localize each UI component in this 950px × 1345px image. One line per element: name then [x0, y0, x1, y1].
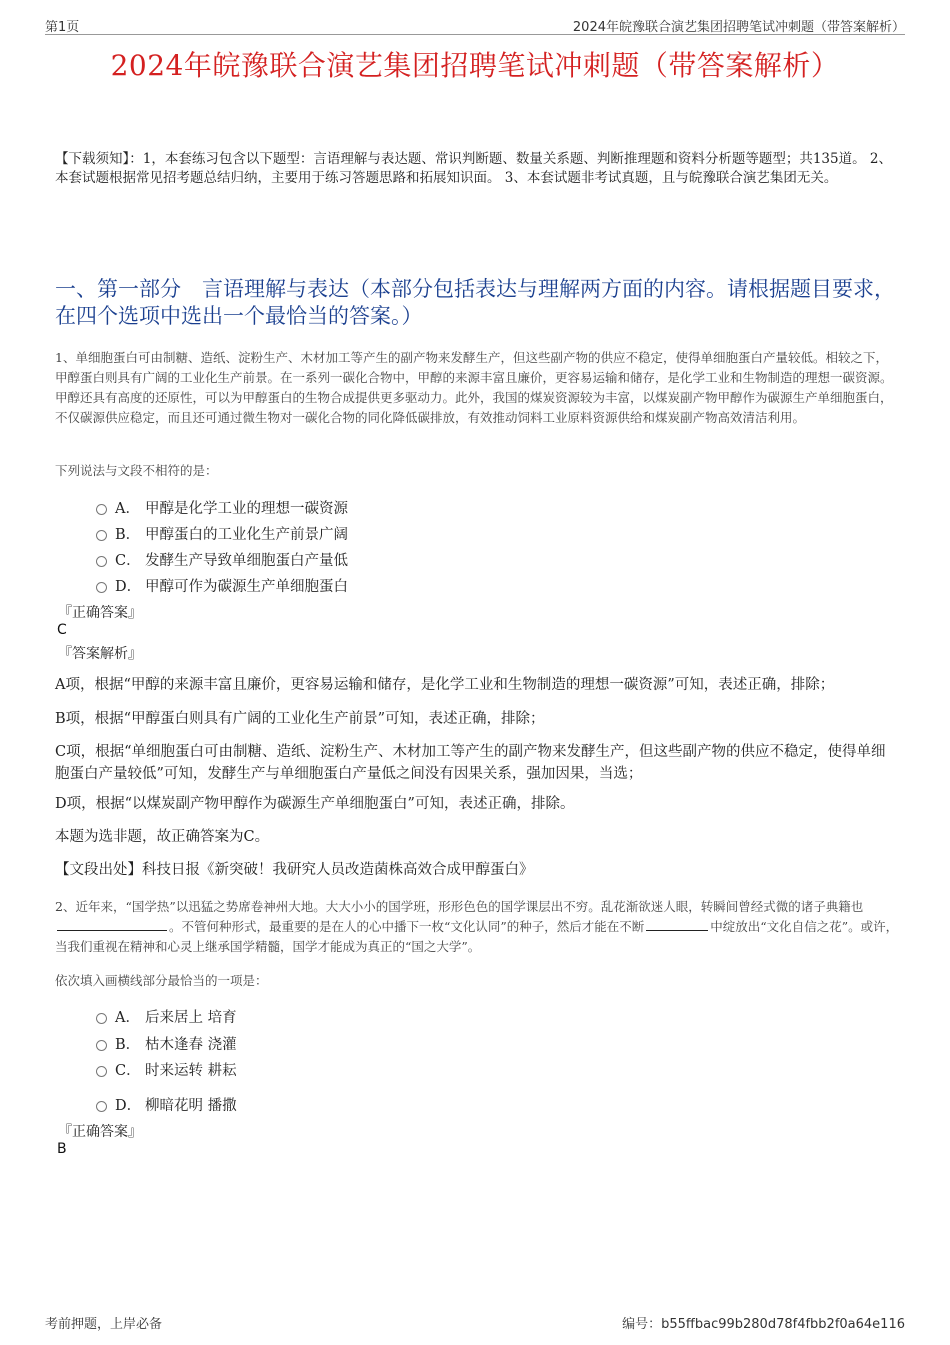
q1-analysis-c: C项，根据“单细胞蛋白可由制糖、造纸、淀粉生产、木材加工等产生的副产物来发酵生产，但这些副产物的供应不稳定，使得单细胞蛋白产量较低”可知，发酵生产与单细胞蛋白产量低之间没有因果关系，强加因果，当选；: [55, 744, 886, 782]
radio-icon[interactable]: [96, 1066, 107, 1077]
q1-analysis-d: D项，根据“以煤炭副产物甲醇作为碳源生产单细胞蛋白”可知，表述正确，排除。: [55, 796, 575, 812]
q1-analysis-label: 『答案解析』: [58, 646, 142, 662]
header-doc-title: 2024年皖豫联合演艺集团招聘笔试冲刺题（带答案解析）: [572, 20, 905, 35]
q1-prompt: 下列说法与文段不相符的是：: [55, 463, 218, 478]
radio-icon[interactable]: [96, 530, 107, 541]
q1-option-d[interactable]: D． 甲醇可作为碳源生产单细胞蛋白: [96, 575, 348, 596]
q1-source: 【文段出处】科技日报《新突破！我研究人员改造菌株高效合成甲醇蛋白》: [55, 862, 534, 878]
q1-option-b[interactable]: B． 甲醇蛋白的工业化生产前景广阔: [96, 523, 348, 544]
q1-option-a[interactable]: A． 甲醇是化学工业的理想一碳资源: [96, 497, 348, 518]
q2-option-a[interactable]: A． 后来居上 培育: [96, 1006, 237, 1027]
q2-option-b[interactable]: B． 枯木逢春 浇灌: [96, 1033, 237, 1054]
q1-conclusion: 本题为选非题，故正确答案为C。: [55, 829, 270, 845]
radio-icon[interactable]: [96, 556, 107, 567]
q2-answer: B: [57, 1141, 67, 1157]
radio-icon[interactable]: [96, 582, 107, 593]
q1-analysis-a: A项，根据“甲醇的来源丰富且廉价，更容易运输和储存，是化学工业和生物制造的理想一碳资源”可知，表述正确，排除；: [55, 677, 835, 693]
q1-option-c[interactable]: C． 发酵生产导致单细胞蛋白产量低: [96, 549, 348, 570]
q1-answer: C: [57, 622, 67, 638]
q2-prompt: 依次填入画横线部分最恰当的一项是：: [55, 973, 268, 988]
fill-blank-2[interactable]: [646, 918, 708, 931]
page-header: [45, 14, 905, 35]
radio-icon[interactable]: [96, 1101, 107, 1112]
download-notice: 【下载须知】：1，本套练习包含以下题型：言语理解与表达题、常识判断题、数量关系题、判断推理题和资料分析题等题型；共135道。 2、本套试题根据常见招考题总结归纳，主要用于练习答题思路和拓展知识面。 3、本套试题非考试真题，且与皖豫联合演艺集团无关。: [55, 151, 892, 186]
page-number: 第1页: [45, 20, 80, 35]
footer-id: 编号：b55ffbac99b280d78f4fbb2f0a64e116: [622, 1317, 905, 1332]
q2-answer-label: 『正确答案』: [58, 1124, 142, 1140]
q2-passage: 2、近年来，“国学热”以迅猛之势席卷神州大地。大大小小的国学班，形形色色的国学课层出不穷。乱花渐欲迷人眼，转瞬间曾经式微的诸子典籍也。不管何种形式，最重要的是在人的心中播下一枚“文化认同”的种子，然后才能在不断 中绽放出“文化自信之花”。或许，当我们重视在精神和心灵上继承国学精髓，国学才能成为真正的“国之大学”。: [55, 899, 899, 954]
document-title: 2024年皖豫联合演艺集团招聘笔试冲刺题（带答案解析）: [110, 49, 840, 82]
q1-answer-label: 『正确答案』: [58, 605, 142, 621]
q1-analysis-b: B项，根据“甲醇蛋白则具有广阔的工业化生产前景”可知，表述正确，排除；: [55, 711, 545, 727]
q2-option-c[interactable]: C． 时来运转 耕耘: [96, 1059, 237, 1080]
fill-blank-1[interactable]: [57, 918, 167, 931]
radio-icon[interactable]: [96, 1040, 107, 1051]
q1-passage: 1、单细胞蛋白可由制糖、造纸、淀粉生产、木材加工等产生的副产物来发酵生产，但这些副产物的供应不稳定，使得单细胞蛋白产量较低。相较之下，甲醇蛋白则具有广阔的工业化生产前景。在一系列一碳化合物中，甲醇的来源丰富且廉价，更容易运输和储存，是化学工业和生物制造的理想一碳资源。甲醇还具有高度的还原性，可以为甲醇蛋白的生物合成提供更多驱动力。此外，我国的煤炭资源较为丰富，以煤炭副产物甲醇作为碳源生产单细胞蛋白，不仅碳源供应稳定，而且还可通过微生物对一碳化合物的同化降低碳排放，有效推动饲料工业原料资源供给和煤炭副产物高效清洁利用。: [55, 350, 893, 425]
radio-icon[interactable]: [96, 504, 107, 515]
section-heading: 一、第一部分 言语理解与表达（本部分包括表达与理解两方面的内容。请根据题目要求，在四个选项中选出一个最恰当的答案。）: [55, 277, 895, 328]
q2-option-d[interactable]: D． 柳暗花明 播撒: [96, 1094, 237, 1115]
footer-slogan: 考前押题，上岸必备: [45, 1317, 163, 1332]
radio-icon[interactable]: [96, 1013, 107, 1024]
